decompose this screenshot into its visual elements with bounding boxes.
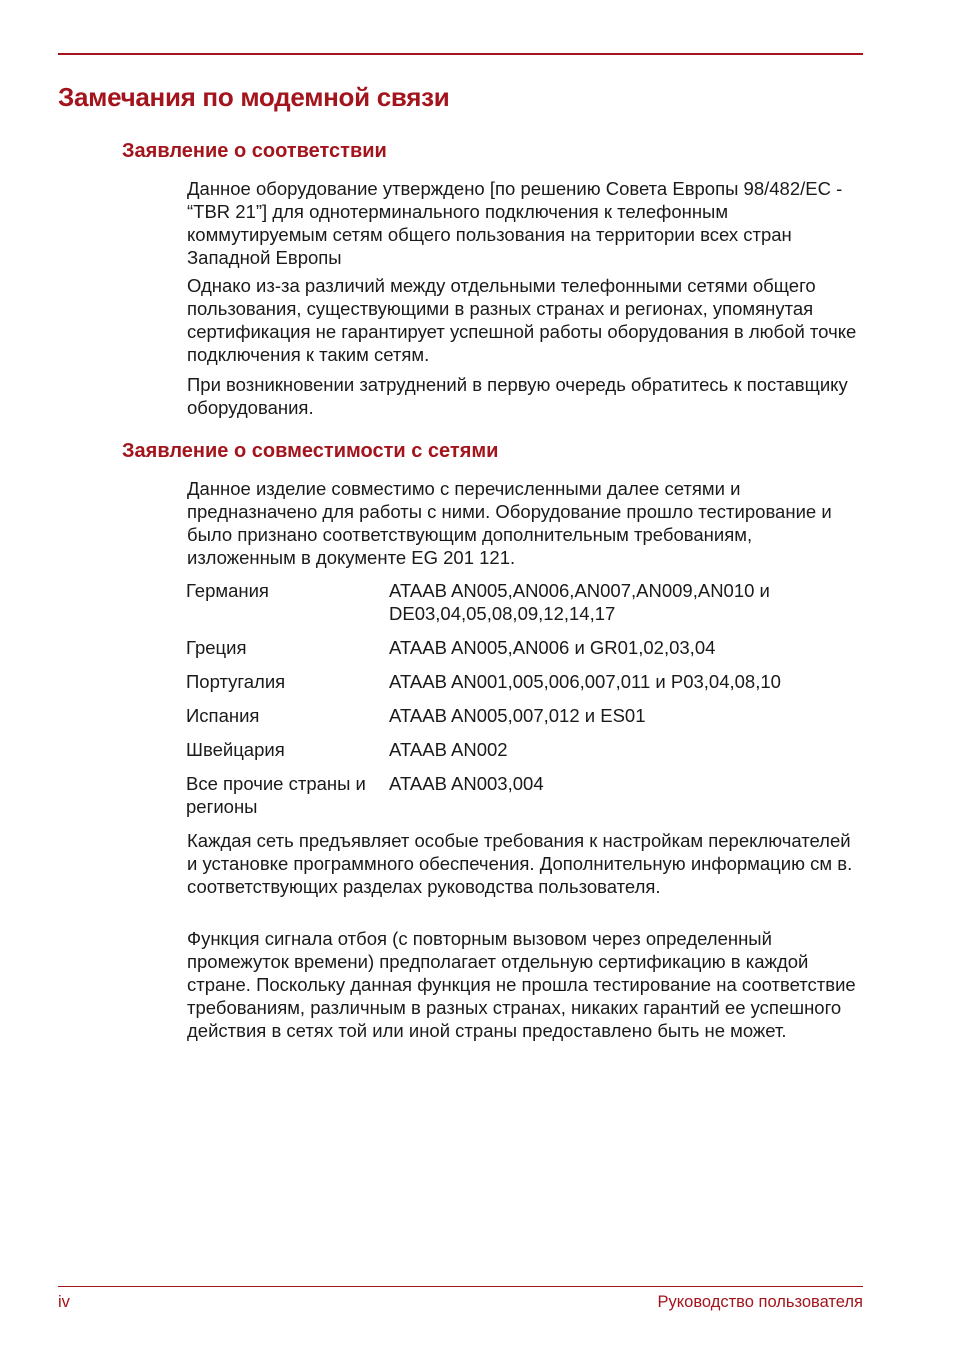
compliance-paragraph-3: При возникновении затруднений в первую очередь обратитесь к поставщику оборудования. [187, 374, 848, 418]
network-country: Все прочие страны и регионы [186, 773, 366, 817]
footer-doc-title: Руководство пользователя [657, 1293, 863, 1311]
compliance-paragraph-2: Однако из-за различий между отдельными телефонными сетями общего пользования, существующими в разных странах и регионах, упомянутая сертификация не гарантирует успешной работы оборудования в любой точке подключения к таким сетям. [187, 275, 857, 365]
network-standard: ATAAB AN001,005,006,007,011 и P03,04,08,10 [389, 671, 781, 692]
network-row [186, 738, 846, 761]
network-country: Германия [186, 580, 269, 601]
compliance-paragraph-1: Данное оборудование утверждено [по решению Совета Европы 98/482/EC - “TBR 21”] для однотерминального подключения к телефонным коммутируемым сетям общего пользования на территории всех стран Западной Европы [187, 178, 843, 268]
network-row [186, 704, 846, 727]
footer-divider [58, 1286, 863, 1287]
network-intro-paragraph: Данное изделие совместимо с перечисленными далее сетями и предназначено для работы с ними. Оборудование прошло тестирование и было признано соответствующим дополнительным требованиям, изложенным в документе EG 201 121. [187, 478, 832, 568]
top-divider [58, 53, 863, 55]
network-country: Швейцария [186, 739, 285, 760]
network-standard: ATAAB AN005,AN006 и GR01,02,03,04 [389, 637, 716, 658]
footer-page-number: iv [58, 1293, 70, 1311]
network-country: Греция [186, 637, 247, 658]
network-row [186, 636, 846, 659]
section-heading-compliance: Заявление о соответствии [122, 140, 387, 162]
network-country: Испания [186, 705, 260, 726]
network-row [186, 670, 846, 693]
hookflash-paragraph: Функция сигнала отбоя (с повторным вызовом через определенный промежуток времени) предполагает отдельную сертификацию в каждой стране. Поскольку данная функция не прошла тестирование на соответствие требованиям, различным в разных странах, никаких гарантий ее успешного действия в сетях той или иной страны предоставлено быть не может. [187, 928, 856, 1041]
network-standard: ATAAB AN005,007,012 и ES01 [389, 705, 646, 726]
page-title: Замечания по модемной связи [58, 82, 450, 112]
network-standard: ATAAB AN005,AN006,AN007,AN009,AN010 и DE03,04,05,08,09,12,14,17 [389, 580, 770, 624]
network-settings-paragraph: Каждая сеть предъявляет особые требования к настройкам переключателей и установке программного обеспечения. Дополнительную информацию см в. соответствующих разделах руководства пользователя. [187, 830, 853, 897]
network-standard: ATAAB AN003,004 [389, 773, 544, 794]
network-country: Португалия [186, 671, 286, 692]
network-standard: ATAAB AN002 [389, 739, 508, 760]
section-heading-network-compatibility: Заявление о совместимости с сетями [122, 440, 499, 462]
network-row [186, 579, 846, 625]
network-row [186, 772, 846, 818]
network-table [186, 579, 846, 829]
